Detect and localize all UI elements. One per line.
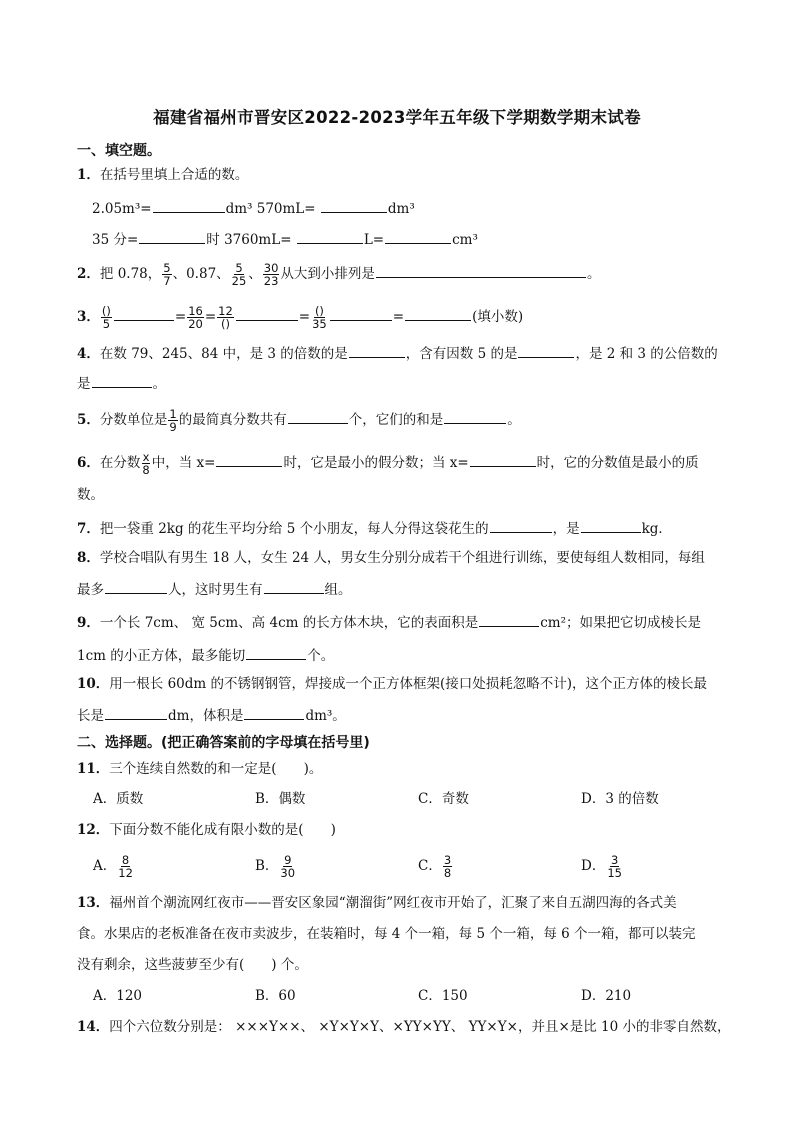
question-number: 5． [77,412,100,428]
numerator: () [314,304,324,318]
question-number: 12． [77,822,110,838]
question-10 [77,674,707,694]
numerator: 3 [443,853,452,867]
q5-text: 个，它们的和是 [348,412,444,428]
equals-sign: = [298,309,311,325]
question-6 [77,451,699,476]
numerator: 5 [235,261,243,275]
q14-text: 四个六位数分别是： ×××Y××、 ×Y×Y×Y、×YY×YY、 YY×Y×，并且×是比 10 小的非零自然数， [109,1019,731,1035]
question-11 [77,759,322,779]
numerator: 3 [610,853,619,867]
numerator: 12 [218,304,233,318]
option-d[interactable]: D．3 的倍数 [581,791,659,807]
answer-blank[interactable] [236,306,298,321]
question-number: 6． [77,455,100,471]
question-text: 在括号里填上合适的数。 [99,167,249,183]
option-a[interactable] [93,854,135,879]
question-number: 10． [77,676,110,692]
q4-text: 是 [77,376,91,392]
denominator: 30 [280,866,296,880]
denominator: 25 [231,274,247,288]
question-13-line-2: 食。水果店的老板准备在夜市卖波步，在装箱时，每 4 个一箱，每 5 个一箱，每 6 个一箱，都可以装完 [77,926,696,942]
q2-text: 把 0.78， [99,266,162,282]
option-b[interactable] [255,854,297,879]
question-13-line-3: 没有剩余，这些菠萝至少有( ) 个。 [77,957,308,973]
answer-blank[interactable] [321,198,387,213]
q7-text: ，是 [552,521,580,537]
q8-text: 学校合唱队有男生 18 人，女生 24 人，男女生分别分成若干个组进行训练，要使每组人数相同，每组 [99,550,705,566]
fraction [101,305,112,330]
question-2 [77,262,600,287]
answer-blank[interactable] [518,343,574,358]
q3-text: (填小数) [472,309,524,325]
option-letter: C． [418,858,442,874]
q10-text: 用一根长 60dm 的不锈钢钢管，焊接成一个正方体框架(接口处损耗忽略不计)，这个正方体的棱长最 [109,676,708,692]
fraction [263,262,280,287]
question-number: 2． [77,266,100,282]
answer-blank[interactable] [581,518,641,533]
answer-blank[interactable] [490,518,552,533]
answer-blank[interactable] [105,579,167,594]
denominator: 8 [443,866,452,880]
option-d[interactable]: D．210 [581,988,632,1004]
q2-text: 从大到小排列是 [280,266,375,282]
answer-blank[interactable] [92,373,152,388]
answer-blank[interactable] [330,306,392,321]
fraction [162,262,171,287]
numerator: 16 [188,304,203,318]
q4-text: ，含有因数 5 的是 [405,346,518,362]
question-8-line-2 [77,579,352,600]
question-5 [77,408,521,433]
option-b[interactable]: B．60 [255,988,296,1004]
q2-text: 、 [248,266,262,282]
q4-text: ，是 2 和 3 的公倍数的 [575,346,718,362]
question-number: 8． [77,550,100,566]
q8-text: 最多 [77,582,104,598]
q8-text: 人，这时男生有 [168,582,263,598]
q9-text: 1cm 的小正方体，最多能切 [77,648,246,664]
q1-text: 时 3760mL= [206,232,292,248]
answer-blank[interactable] [479,612,539,627]
question-4 [77,343,718,364]
section-heading-multiple-choice: 二、选择题。(把正确答案前的字母填在括号里) [77,735,370,751]
q5-text: 的最简真分数共有 [178,412,287,428]
q4-text: 在数 79、245、84 中，是 3 的倍数的是 [99,346,348,362]
question-9-line-2 [77,645,334,666]
option-b[interactable]: B．偶数 [255,791,306,807]
section-heading-fill-blank: 一、填空题。 [77,143,161,159]
equals-sign: = [392,309,405,325]
answer-blank[interactable] [264,579,324,594]
question-8 [77,548,705,568]
denominator: 20 [188,317,203,331]
q1-text: cm³ [452,232,478,248]
q4-text: 。 [152,376,166,392]
answer-blank[interactable] [385,229,451,244]
denominator: 8 [142,463,150,477]
fraction [117,854,134,879]
answer-blank[interactable] [244,705,304,720]
q5-text: 。 [507,412,521,428]
option-a[interactable]: A．120 [93,988,143,1004]
numerator: () [101,304,111,318]
q6-text: 时，它是最小的假分数；当 x= [283,455,469,471]
denominator: 7 [163,274,171,288]
q6-text: 时，它的分数值是最小的质 [536,455,699,471]
answer-blank[interactable] [444,409,506,424]
question-number: 7． [77,521,100,537]
q6-text: 在分数 [99,455,141,471]
q7-text: 把一袋重 2kg 的花生平均分给 5 个小朋友，每人分得这袋花生的 [99,521,489,537]
question-number: 4． [77,346,100,362]
option-d[interactable] [581,854,624,879]
q2-text: 。 [586,266,601,282]
question-9 [77,612,701,633]
q1-text: 35 分= [92,232,139,248]
fraction [606,854,623,879]
question-1-line-2 [92,229,478,250]
option-a[interactable]: A．质数 [93,791,144,807]
q13-text: 福州首个潮流网红夜市——晋安区象园“潮溜街”网红夜市开始了，汇聚了来自五湖四海的各式美 [109,895,677,911]
q10-text: dm，体积是 [168,708,244,724]
q1-text: dm³ [387,201,415,217]
q1-text: dm³ 570mL= [225,201,316,217]
fraction [279,854,296,879]
fraction [231,262,248,287]
answer-blank[interactable] [376,263,586,278]
question-4-line-2 [77,373,166,394]
option-letter: A． [93,858,117,874]
answer-blank[interactable] [139,229,205,244]
q9-text: 个。 [307,648,335,664]
fraction [168,408,177,433]
question-number: 14． [77,1019,110,1035]
question-13 [77,893,677,913]
question-1-line-1 [92,198,415,219]
q5-text: 分数单位是 [99,412,168,428]
numerator: 9 [284,853,292,867]
numerator: 8 [121,853,130,867]
denominator: () [220,317,230,331]
question-14 [77,1017,731,1037]
denominator: 12 [118,866,133,880]
question-7 [77,518,672,539]
q6-text: 中，当 x= [151,455,216,471]
option-c[interactable]: C．奇数 [418,791,469,807]
answer-blank[interactable] [470,452,536,467]
option-c[interactable] [418,854,453,879]
denominator: 23 [263,274,279,288]
answer-blank[interactable] [114,306,174,321]
answer-blank[interactable] [349,343,405,358]
q9-text: cm²；如果把它切成棱长是 [540,615,701,631]
answer-blank[interactable] [246,645,306,660]
answer-blank[interactable] [216,452,282,467]
question-12 [77,820,336,840]
answer-blank[interactable] [105,705,167,720]
q8-text: 组。 [324,582,352,598]
fraction [311,305,328,330]
numerator: 1 [169,407,177,421]
answer-blank[interactable] [405,306,471,321]
denominator: 35 [312,317,327,331]
page-title: 福建省福州市晋安区2022-2023学年五年级下学期数学期末试卷 [153,108,641,127]
question-text: 三个连续自然数的和一定是( )。 [109,761,323,777]
q2-text: 、0.87、 [172,266,230,282]
option-letter: D． [581,858,606,874]
question-number: 1． [77,167,100,183]
denominator: 9 [169,420,177,434]
q1-text: 2.05m³= [92,201,152,217]
question-number: 13． [77,895,110,911]
q10-text: dm³。 [305,708,346,724]
question-10-line-2 [77,705,346,726]
q9-text: 一个长 7cm、 宽 5cm、高 4cm 的长方体木块，它的表面积是 [99,615,479,631]
fraction [443,854,452,879]
fraction [187,305,204,330]
question-3 [77,305,523,330]
question-number: 9． [77,615,100,631]
equals-sign: = [174,309,187,325]
question-1 [77,165,248,185]
denominator: 15 [607,866,622,880]
numerator: 30 [263,261,279,275]
answer-blank[interactable] [288,409,348,424]
q1-text: L= [363,232,385,248]
answer-blank[interactable] [153,198,225,213]
equals-sign: = [204,309,217,325]
denominator: 5 [102,317,111,331]
numerator: x [142,450,150,464]
question-text: 下面分数不能化成有限小数的是( ) [109,822,336,838]
answer-blank[interactable] [297,229,363,244]
fraction [141,451,150,476]
numerator: 5 [163,261,171,275]
question-number: 11． [77,761,110,777]
question-6-line-2: 数。 [77,487,104,503]
q7-text: kg． [641,521,672,537]
fraction [217,305,234,330]
option-letter: B． [255,858,279,874]
option-c[interactable]: C．150 [418,988,468,1004]
question-number: 3． [77,309,100,325]
q10-text: 长是 [77,708,104,724]
